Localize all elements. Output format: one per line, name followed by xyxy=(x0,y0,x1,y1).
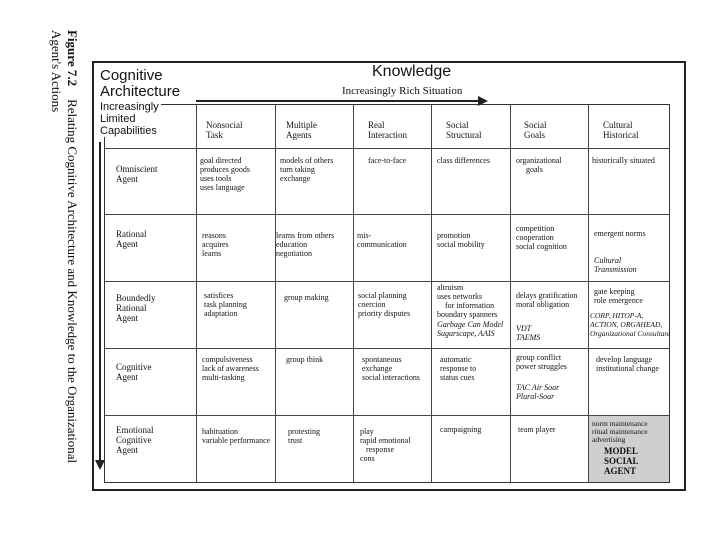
cell-line: team player xyxy=(518,425,556,434)
cell-omniscient-cultural xyxy=(592,156,655,165)
cell-line: TAC Air Soar xyxy=(516,383,560,392)
cell-line: social mobility xyxy=(437,240,485,249)
cell-line: goals xyxy=(526,165,543,174)
col-divider-4 xyxy=(510,104,511,483)
cell-line: develop language xyxy=(596,355,653,364)
cell-rational-real xyxy=(357,231,407,249)
cell-emotional-structural xyxy=(440,425,481,434)
cell-line: Plural-Soar xyxy=(516,392,555,401)
cell-line: Garbage Can Model xyxy=(437,320,504,329)
cell-omniscient-structural xyxy=(437,156,490,165)
cell-line: priority disputes xyxy=(358,309,411,318)
col-divider-0 xyxy=(196,104,197,483)
col-header-cultural-historical xyxy=(603,120,639,140)
cell-line: habituation xyxy=(202,427,238,436)
cell-line: negotiation xyxy=(276,249,312,258)
cell-emotional-goals xyxy=(518,425,556,434)
cell-omniscient-nonsocial xyxy=(200,156,250,192)
cell-line: lack of awareness xyxy=(202,364,259,373)
cell-line: group conflict xyxy=(516,353,562,362)
col-1-line1: Multiple xyxy=(286,120,317,130)
col-0-line1: Nonsocial xyxy=(206,120,243,130)
cell-line: uses language xyxy=(200,183,245,192)
cell-rational-cultural xyxy=(594,229,646,238)
cell-line: Sugarscape, AAIS xyxy=(437,329,495,338)
col-4-line2: Goals xyxy=(524,130,545,140)
cell-line: CORP, HITOP-A, xyxy=(590,311,644,320)
cell-line: uses networks xyxy=(437,292,483,301)
cell-line: cons xyxy=(360,454,375,463)
cell-line: advertising xyxy=(592,435,626,444)
row-1-line1: Rational xyxy=(116,229,147,239)
cell-line: class differences xyxy=(437,156,490,165)
cell-emotional-nonsocial xyxy=(202,427,270,445)
cell-line: MODEL xyxy=(604,446,639,456)
cell-rational-nonsocial xyxy=(202,231,229,258)
cell-line: TAEMS xyxy=(516,333,541,342)
cell-line: for information xyxy=(445,301,495,310)
model-social-agent-label xyxy=(604,446,639,476)
col-divider-1 xyxy=(275,104,276,483)
cell-line: learns xyxy=(202,249,222,258)
cell-line: education xyxy=(276,240,308,249)
cell-rational-cultural-model xyxy=(594,256,637,274)
header-divider xyxy=(104,148,670,149)
cell-line: social interactions xyxy=(362,373,420,382)
row-4-line1: Emotional xyxy=(116,425,154,435)
cell-line: communication xyxy=(357,240,407,249)
row-divider-2 xyxy=(104,281,670,282)
rich-situation-arrow xyxy=(196,100,480,102)
cell-line: Organizational Consultant xyxy=(590,329,671,338)
limited-line3: Capabilities xyxy=(100,125,157,137)
cell-bounded-nonsocial xyxy=(204,291,247,318)
cell-bounded-goals xyxy=(516,291,578,309)
cell-line: organizational xyxy=(516,156,562,165)
cell-line: protesting xyxy=(288,427,320,436)
cell-bounded-multiple xyxy=(284,293,329,302)
cell-cognitive-multiple xyxy=(286,355,323,364)
cell-line: social cognition xyxy=(516,242,567,251)
cell-line: ACTION, ORGAHEAD, xyxy=(590,320,663,329)
cell-line: compulsiveness xyxy=(202,355,253,364)
cell-bounded-structural xyxy=(437,283,497,319)
cell-line: historically situated xyxy=(592,156,655,165)
limited-capabilities-label xyxy=(100,101,161,137)
col-5-line2: Historical xyxy=(603,130,639,140)
row-header-emotional-cognitive xyxy=(116,425,154,455)
cell-line: play xyxy=(360,427,374,436)
cell-line: multi-tasking xyxy=(202,373,245,382)
cell-cognitive-nonsocial xyxy=(202,355,259,382)
cell-line: trust xyxy=(288,436,303,445)
cell-rational-multiple xyxy=(276,231,334,258)
cog-arch-line1: Cognitive xyxy=(100,67,163,84)
cell-line: social planning xyxy=(358,291,407,300)
cell-line: power struggles xyxy=(516,362,567,371)
limited-line1: Increasingly xyxy=(100,101,159,113)
cell-line: response xyxy=(366,445,394,454)
col-0-line2: Task xyxy=(206,130,223,140)
cell-bounded-cultural-models xyxy=(590,311,670,338)
limited-capabilities-arrow xyxy=(99,142,101,462)
row-2-line1: Boundedly xyxy=(116,293,156,303)
cell-line: VDT xyxy=(516,324,532,333)
col-4-line1: Social xyxy=(524,120,547,130)
knowledge-label: Knowledge xyxy=(372,63,452,80)
rich-situation-label: Increasingly Rich Situation xyxy=(342,85,463,97)
cell-cognitive-goals xyxy=(516,353,567,371)
cell-cognitive-goals-models xyxy=(516,383,559,401)
cell-bounded-structural-models xyxy=(437,320,503,338)
cell-line: coercion xyxy=(358,300,386,309)
cell-cognitive-real xyxy=(362,355,420,382)
cell-line: campaigning xyxy=(440,425,482,434)
col-header-multiple-agents xyxy=(286,120,317,140)
row-divider-1 xyxy=(104,214,670,215)
row-2-line3: Agent xyxy=(116,313,138,323)
cell-line: satisfices xyxy=(204,291,234,300)
row-header-omniscient xyxy=(116,164,158,184)
cell-line: AGENT xyxy=(604,466,637,476)
cell-line: produces goods xyxy=(200,165,250,174)
row-divider-4 xyxy=(104,415,670,416)
cell-emotional-multiple xyxy=(288,427,320,445)
row-header-rational xyxy=(116,229,147,249)
cell-line: group think xyxy=(286,355,324,364)
col-2-line2: Interaction xyxy=(368,130,407,140)
cell-line: promotion xyxy=(437,231,471,240)
cell-line: adaptation xyxy=(204,309,238,318)
cell-line: Transmission xyxy=(594,265,637,274)
cell-rational-structural xyxy=(437,231,485,249)
figure-title: Relating Cognitive Architecture and Knowledge to the Organizational xyxy=(65,99,80,464)
cell-line: gate keeping xyxy=(594,287,635,296)
cell-line: group making xyxy=(284,293,329,302)
row-3-line2: Agent xyxy=(116,372,138,382)
cell-line: moral obligation xyxy=(516,300,570,309)
row-3-line1: Cognitive xyxy=(116,362,152,372)
cell-line: exchange xyxy=(280,174,311,183)
limited-line2: Limited xyxy=(100,113,136,125)
cell-line: uses tools xyxy=(200,174,232,183)
col-2-line1: Real xyxy=(368,120,385,130)
cell-bounded-cultural xyxy=(594,287,643,305)
cell-line: face-to-face xyxy=(368,156,407,165)
cognitive-architecture-label xyxy=(100,68,180,100)
figure-caption xyxy=(40,30,80,510)
cell-emotional-real xyxy=(360,427,410,463)
cell-line: goal directed xyxy=(200,156,242,165)
cell-bounded-goals-models xyxy=(516,324,540,342)
cog-arch-line2: Architecture xyxy=(100,83,181,100)
cell-cognitive-cultural xyxy=(596,355,659,373)
cell-line: automatic xyxy=(440,355,472,364)
row-2-line2: Rational xyxy=(116,303,147,313)
cell-line: SOCIAL xyxy=(604,456,639,466)
cell-line: task planning xyxy=(204,300,247,309)
cell-line: cooperation xyxy=(516,233,554,242)
cell-line: competition xyxy=(516,224,555,233)
row-1-line2: Agent xyxy=(116,239,138,249)
cell-rational-goals xyxy=(516,224,567,251)
cell-line: variable performance xyxy=(202,436,271,445)
cell-line: spontaneous xyxy=(362,355,402,364)
col-header-social-structural xyxy=(446,120,482,140)
cell-line: emergent norms xyxy=(594,229,646,238)
cell-line: reasons xyxy=(202,231,226,240)
row-0-line2: Agent xyxy=(116,174,138,184)
figure-title-line2: Agent's Actions xyxy=(49,30,64,113)
col-1-line2: Agents xyxy=(286,130,312,140)
col-divider-5 xyxy=(588,104,589,483)
cell-line: norm maintenance xyxy=(592,419,648,428)
cell-line: exchange xyxy=(362,364,393,373)
col-3-line1: Social xyxy=(446,120,469,130)
cell-line: institutional change xyxy=(596,364,659,373)
cell-line: learns from others xyxy=(276,231,335,240)
col-5-line1: Cultural xyxy=(603,120,633,130)
cell-line: models of others xyxy=(280,156,334,165)
figure-number: Figure 7.2 xyxy=(65,30,80,87)
col-divider-3 xyxy=(431,104,432,483)
cell-line: Cultural xyxy=(594,256,622,265)
row-divider-3 xyxy=(104,348,670,349)
row-4-line2: Cognitive xyxy=(116,435,152,445)
cell-line: acquires xyxy=(202,240,229,249)
cell-line: mis- xyxy=(357,231,372,240)
cell-omniscient-real xyxy=(368,156,406,165)
cell-emotional-cultural xyxy=(592,420,648,444)
cell-cognitive-structural xyxy=(440,355,476,382)
cell-line: delays gratification xyxy=(516,291,578,300)
cell-omniscient-multiple xyxy=(280,156,333,183)
cell-line: rapid emotional xyxy=(360,436,411,445)
row-header-cognitive xyxy=(116,362,152,382)
col-header-nonsocial-task xyxy=(206,120,243,140)
col-header-social-goals xyxy=(524,120,547,140)
col-3-line2: Structural xyxy=(446,130,482,140)
row-0-line1: Omniscient xyxy=(116,164,158,174)
cell-line: response to xyxy=(440,364,477,373)
cell-bounded-real xyxy=(358,291,410,318)
cell-line: boundary spanners xyxy=(437,310,498,319)
row-4-line3: Agent xyxy=(116,445,138,455)
cell-line: role emergence xyxy=(594,296,643,305)
cell-line: altruism xyxy=(437,283,464,292)
cell-line: status cues xyxy=(440,373,475,382)
cell-line: ritual maintenance xyxy=(592,427,648,436)
col-header-real-interaction xyxy=(368,120,407,140)
row-header-boundedly-rational xyxy=(116,293,156,323)
cell-line: turn taking xyxy=(280,165,315,174)
col-divider-2 xyxy=(353,104,354,483)
cell-omniscient-goals xyxy=(516,156,562,174)
